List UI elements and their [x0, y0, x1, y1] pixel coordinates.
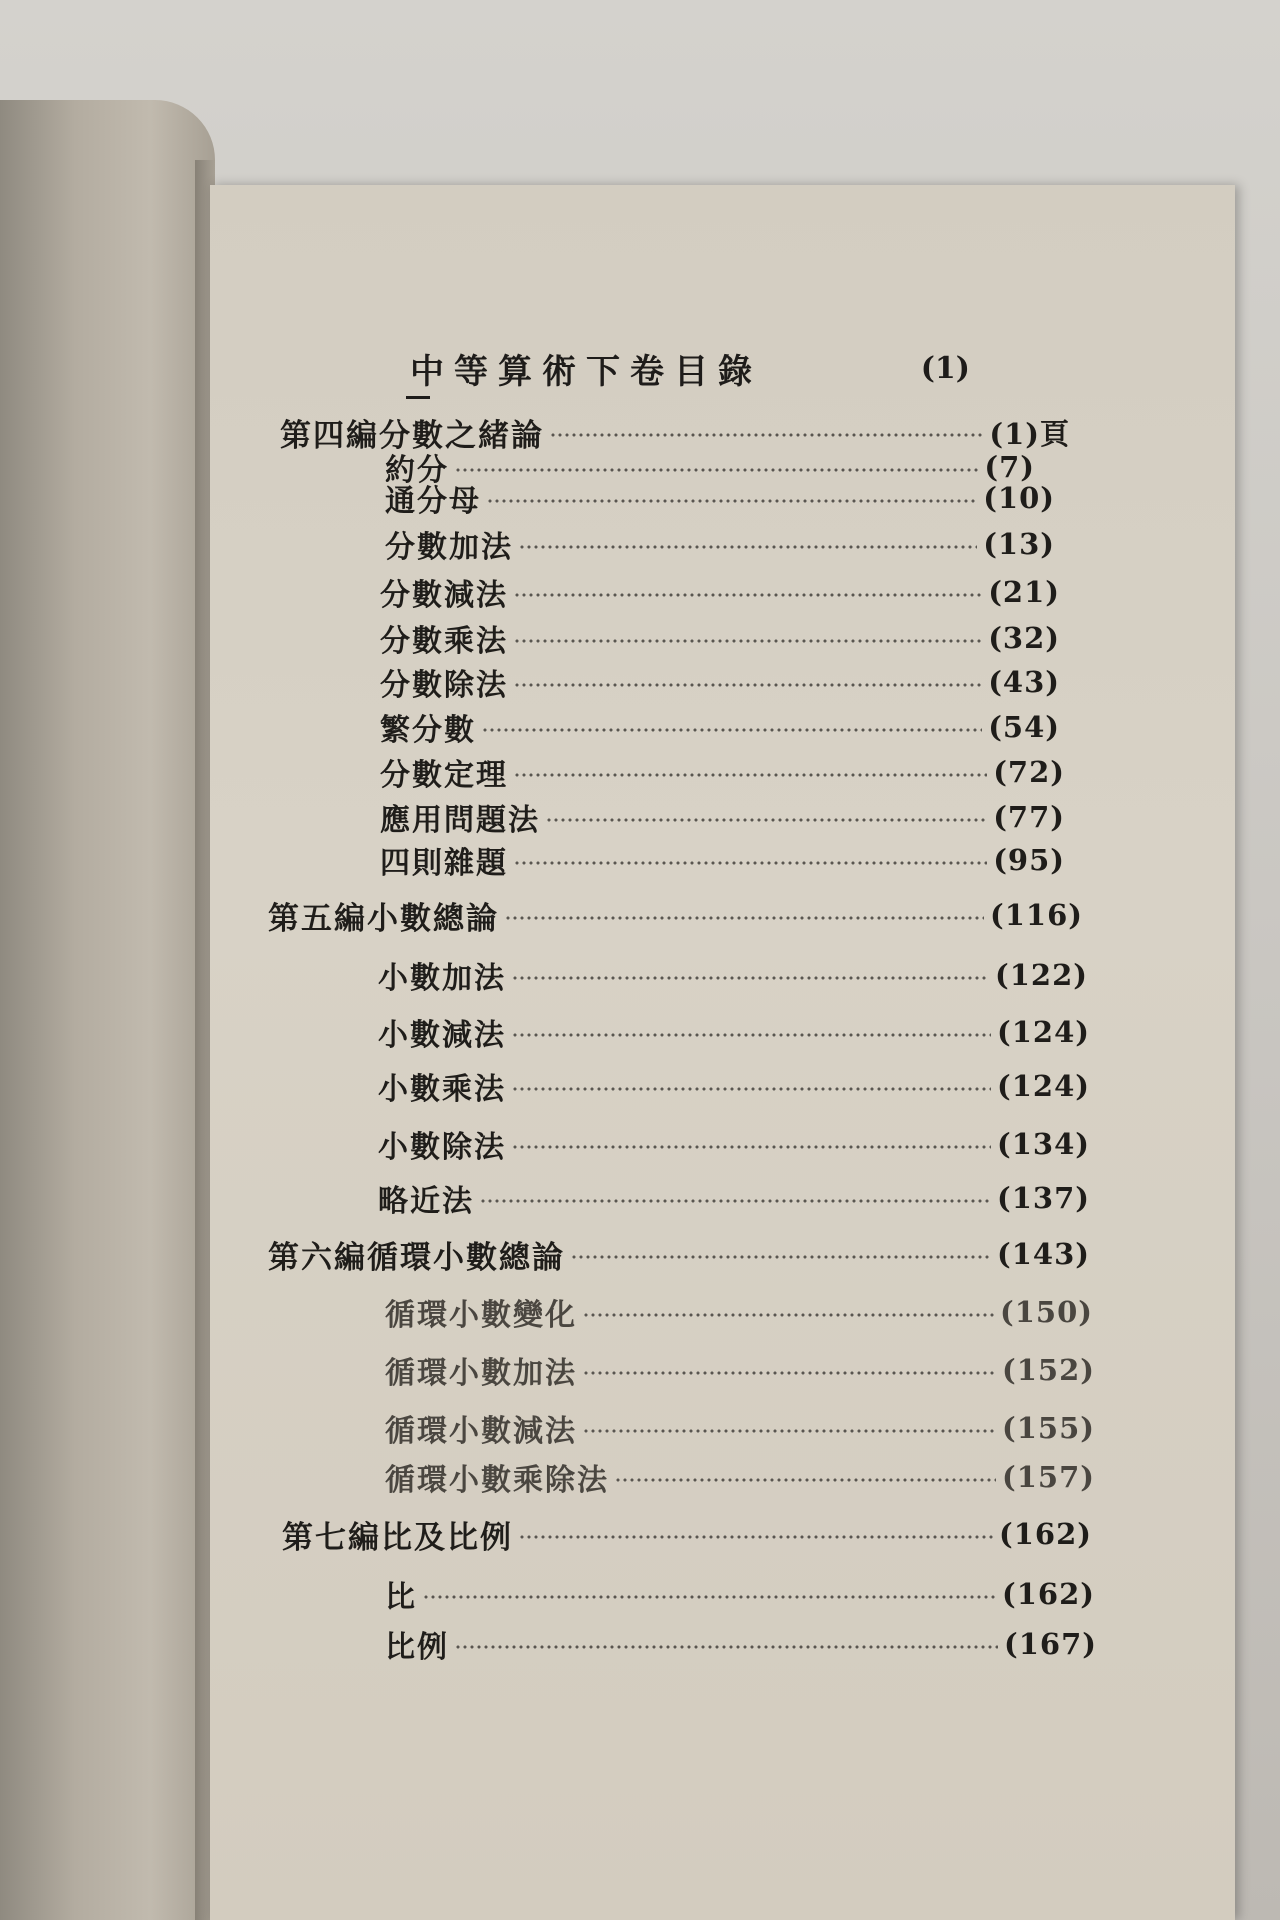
entry-label: 分數乘法 [380, 624, 508, 659]
entry-page: (122) [995, 958, 1088, 992]
entry-label: 小數除法 [378, 1130, 506, 1165]
entry-label: 分數定理 [380, 758, 508, 793]
entry-page: (150) [1000, 1295, 1093, 1329]
entry-page: (157) [1002, 1460, 1095, 1494]
entry-label: 比例 [385, 1630, 449, 1665]
entry-label: 約分 [385, 453, 449, 488]
entry-page: (143) [997, 1237, 1090, 1271]
entry-page: (43) [988, 665, 1060, 699]
entry-page: (116) [990, 898, 1083, 932]
toc-entry[interactable] [378, 1176, 1090, 1220]
entry-page: (7) [984, 450, 1035, 484]
entry-page: (155) [1002, 1411, 1095, 1445]
toc-entry-chapter-6[interactable] [268, 1232, 1090, 1276]
entry-page: (124) [997, 1069, 1090, 1103]
dotted-leader [583, 1427, 996, 1435]
dotted-leader [514, 591, 982, 599]
dotted-leader [571, 1253, 991, 1261]
entry-label: 循環小數變化 [385, 1298, 577, 1333]
entry-page: (32) [988, 621, 1060, 655]
dotted-leader [519, 1533, 993, 1541]
dotted-leader [512, 1031, 991, 1039]
toc-entry[interactable] [380, 570, 1060, 614]
entry-page: (10) [983, 481, 1055, 515]
toc-entry[interactable] [380, 705, 1060, 749]
toc-entry[interactable] [378, 953, 1088, 997]
toc-entry[interactable] [380, 660, 1060, 704]
entry-label: 小數減法 [378, 1018, 506, 1053]
entry-page: (134) [997, 1127, 1090, 1161]
entry-page: (137) [997, 1181, 1090, 1215]
entry-label: 分數加法 [385, 530, 513, 565]
entry-page: (77) [993, 800, 1065, 834]
toc-entry[interactable] [385, 522, 1055, 566]
toc-entry[interactable] [378, 1010, 1090, 1054]
dotted-leader [519, 543, 977, 551]
dotted-leader [455, 466, 978, 474]
dotted-leader [512, 974, 989, 982]
toc-entry[interactable] [380, 795, 1065, 839]
toc-entry-chapter-7[interactable] [282, 1512, 1092, 1556]
toc-entry[interactable] [385, 1622, 1097, 1666]
entry-label: 繁分數 [380, 713, 476, 748]
page-title: 中等算術下卷目錄 [410, 344, 762, 393]
dotted-leader [423, 1593, 996, 1601]
header-page-number: (1) [920, 350, 970, 386]
dotted-leader [512, 1085, 991, 1093]
dotted-leader [505, 914, 984, 922]
entry-label: 比 [385, 1580, 417, 1615]
left-book-page [0, 100, 215, 1920]
dotted-leader [583, 1369, 996, 1377]
entry-label: 第四編分數之緒論 [280, 417, 544, 454]
toc-entry[interactable] [385, 1348, 1095, 1392]
dotted-leader [583, 1311, 994, 1319]
toc-entry[interactable] [385, 1290, 1093, 1334]
entry-label: 循環小數減法 [385, 1414, 577, 1449]
entry-page: (54) [988, 710, 1060, 744]
entry-page: (124) [997, 1015, 1090, 1049]
toc-entry[interactable] [378, 1122, 1090, 1166]
toc-entry[interactable] [380, 616, 1060, 660]
dotted-leader [455, 1643, 998, 1651]
toc-entry[interactable] [380, 750, 1065, 794]
entry-page: (1)頁 [989, 416, 1070, 451]
dotted-leader [615, 1476, 996, 1484]
toc-entry[interactable] [378, 1064, 1090, 1108]
entry-label: 應用問題法 [380, 803, 540, 838]
entry-page: (72) [993, 755, 1065, 789]
entry-label: 第五編小數總論 [268, 900, 499, 937]
toc-entry[interactable] [385, 1455, 1095, 1499]
dotted-leader [514, 681, 982, 689]
dotted-leader [514, 637, 982, 645]
toc-entry-chapter-5[interactable] [268, 893, 1083, 937]
dotted-leader [482, 726, 982, 734]
dotted-leader [550, 431, 983, 439]
entry-label: 通分母 [385, 484, 481, 519]
entry-label: 四則雜題 [380, 846, 508, 881]
entry-label: 循環小數加法 [385, 1356, 577, 1391]
entry-label: 分數減法 [380, 578, 508, 613]
entry-page: (162) [999, 1517, 1092, 1551]
dotted-leader [480, 1197, 991, 1205]
entry-label: 第七編比及比例 [282, 1519, 513, 1556]
entry-label: 循環小數乘除法 [385, 1463, 609, 1498]
dotted-leader [546, 816, 987, 824]
dotted-leader [487, 497, 977, 505]
entry-page: (95) [993, 843, 1065, 877]
dotted-leader [514, 771, 987, 779]
entry-label: 略近法 [378, 1184, 474, 1219]
toc-entry[interactable] [380, 838, 1065, 882]
toc-entry[interactable] [385, 1572, 1095, 1616]
entry-page: (152) [1002, 1353, 1095, 1387]
entry-page: (167) [1004, 1627, 1097, 1661]
entry-label: 小數乘法 [378, 1072, 506, 1107]
toc-header [410, 345, 970, 391]
entry-label: 第六編循環小數總論 [268, 1239, 565, 1276]
toc-entry[interactable] [385, 1406, 1095, 1450]
toc-entry[interactable] [385, 476, 1055, 520]
entry-label: 小數加法 [378, 961, 506, 996]
entry-page: (162) [1002, 1577, 1095, 1611]
dotted-leader [512, 1143, 991, 1151]
entry-page: (13) [983, 527, 1055, 561]
entry-page: (21) [988, 575, 1060, 609]
dotted-leader [514, 859, 987, 867]
entry-label: 分數除法 [380, 668, 508, 703]
